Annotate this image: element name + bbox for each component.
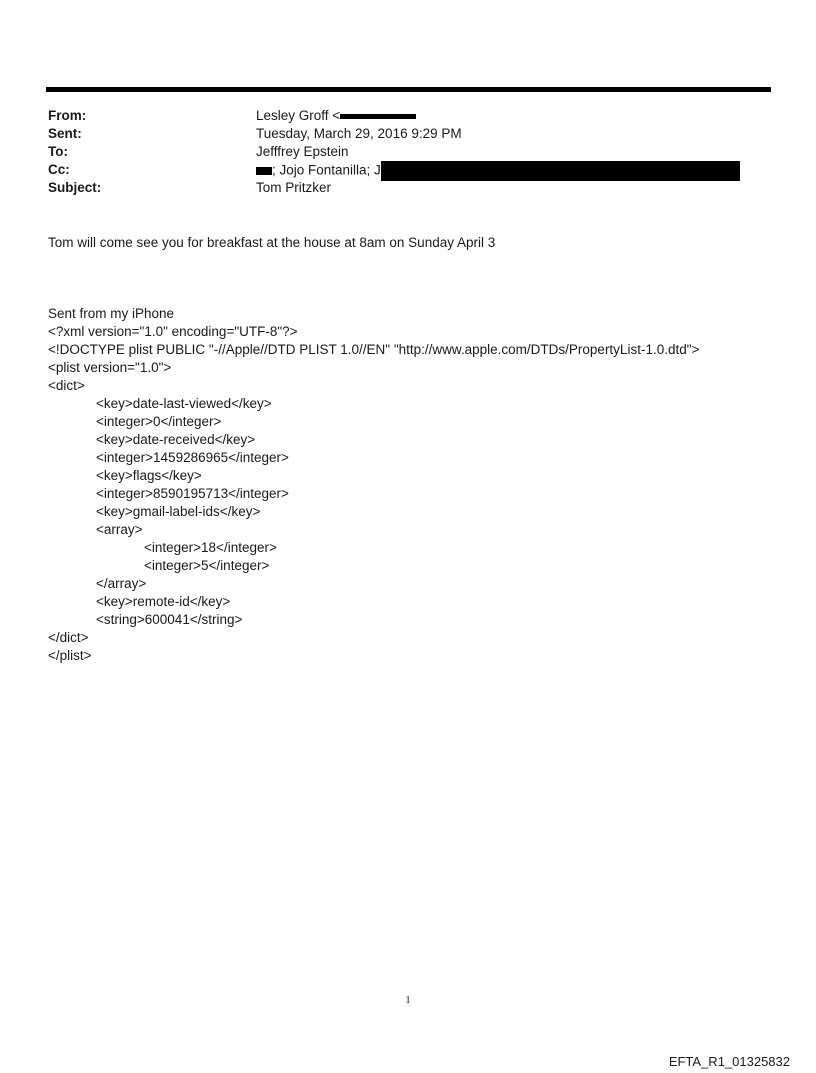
plist-line: <string>600041</string>	[96, 612, 243, 627]
to-row	[48, 143, 748, 161]
plist-line: <key>flags</key>	[96, 468, 202, 483]
from-label: From:	[48, 108, 87, 123]
plist-line: <key>gmail-label-ids</key>	[96, 504, 261, 519]
plist-line: <integer>0</integer>	[96, 414, 222, 429]
plist-line: <integer>18</integer>	[144, 540, 277, 555]
plist-block	[48, 323, 699, 665]
email-header	[48, 107, 748, 197]
from-email-redaction	[340, 114, 416, 119]
plist-line: <integer>1459286965</integer>	[96, 450, 289, 465]
sent-label: Sent:	[48, 126, 82, 141]
plist-line: <key>date-received</key>	[96, 432, 256, 447]
message-body: Tom will come see you for breakfast at the house at 8am on Sunday April 3	[48, 235, 496, 250]
cc-value	[256, 161, 740, 181]
plist-line: <plist version="1.0">	[48, 360, 172, 375]
subject-label: Subject:	[48, 180, 102, 195]
sent-row	[48, 125, 748, 143]
plist-line: <?xml version="1.0" encoding="UTF-8"?>	[48, 324, 298, 339]
subject-value: Tom Pritzker	[256, 180, 332, 195]
cc-redaction-2	[381, 161, 740, 181]
header-rule	[46, 87, 771, 92]
from-value	[256, 107, 416, 125]
sent-value: Tuesday, March 29, 2016 9:29 PM	[256, 126, 462, 141]
from-name: Lesley Groff <	[256, 108, 341, 123]
plist-line: <integer>8590195713</integer>	[96, 486, 289, 501]
plist-line: <key>date-last-viewed</key>	[96, 396, 272, 411]
plist-line: <dict>	[48, 378, 85, 393]
subject-row	[48, 179, 748, 197]
cc-names: ; Jojo Fontanilla; J	[272, 162, 381, 178]
to-label: To:	[48, 144, 68, 159]
plist-line: </array>	[96, 576, 147, 591]
plist-line: <integer>5</integer>	[144, 558, 270, 573]
plist-line: </dict>	[48, 630, 89, 645]
page-number: 1	[405, 994, 411, 1006]
cc-row	[48, 161, 748, 179]
plist-line: <array>	[96, 522, 143, 537]
document-id: EFTA_R1_01325832	[668, 1054, 790, 1069]
signature: Sent from my iPhone	[48, 306, 175, 321]
plist-line: <key>remote-id</key>	[96, 594, 231, 609]
plist-line: </plist>	[48, 648, 92, 663]
cc-label: Cc:	[48, 162, 70, 177]
cc-redaction-1	[256, 167, 272, 175]
from-row	[48, 107, 748, 125]
to-value: Jefffrey Epstein	[256, 144, 349, 159]
plist-line: <!DOCTYPE plist PUBLIC "-//Apple//DTD PLIST 1.0//EN" "http://www.apple.com/DTDs/PropertyList-1.0.dtd">	[48, 342, 700, 357]
